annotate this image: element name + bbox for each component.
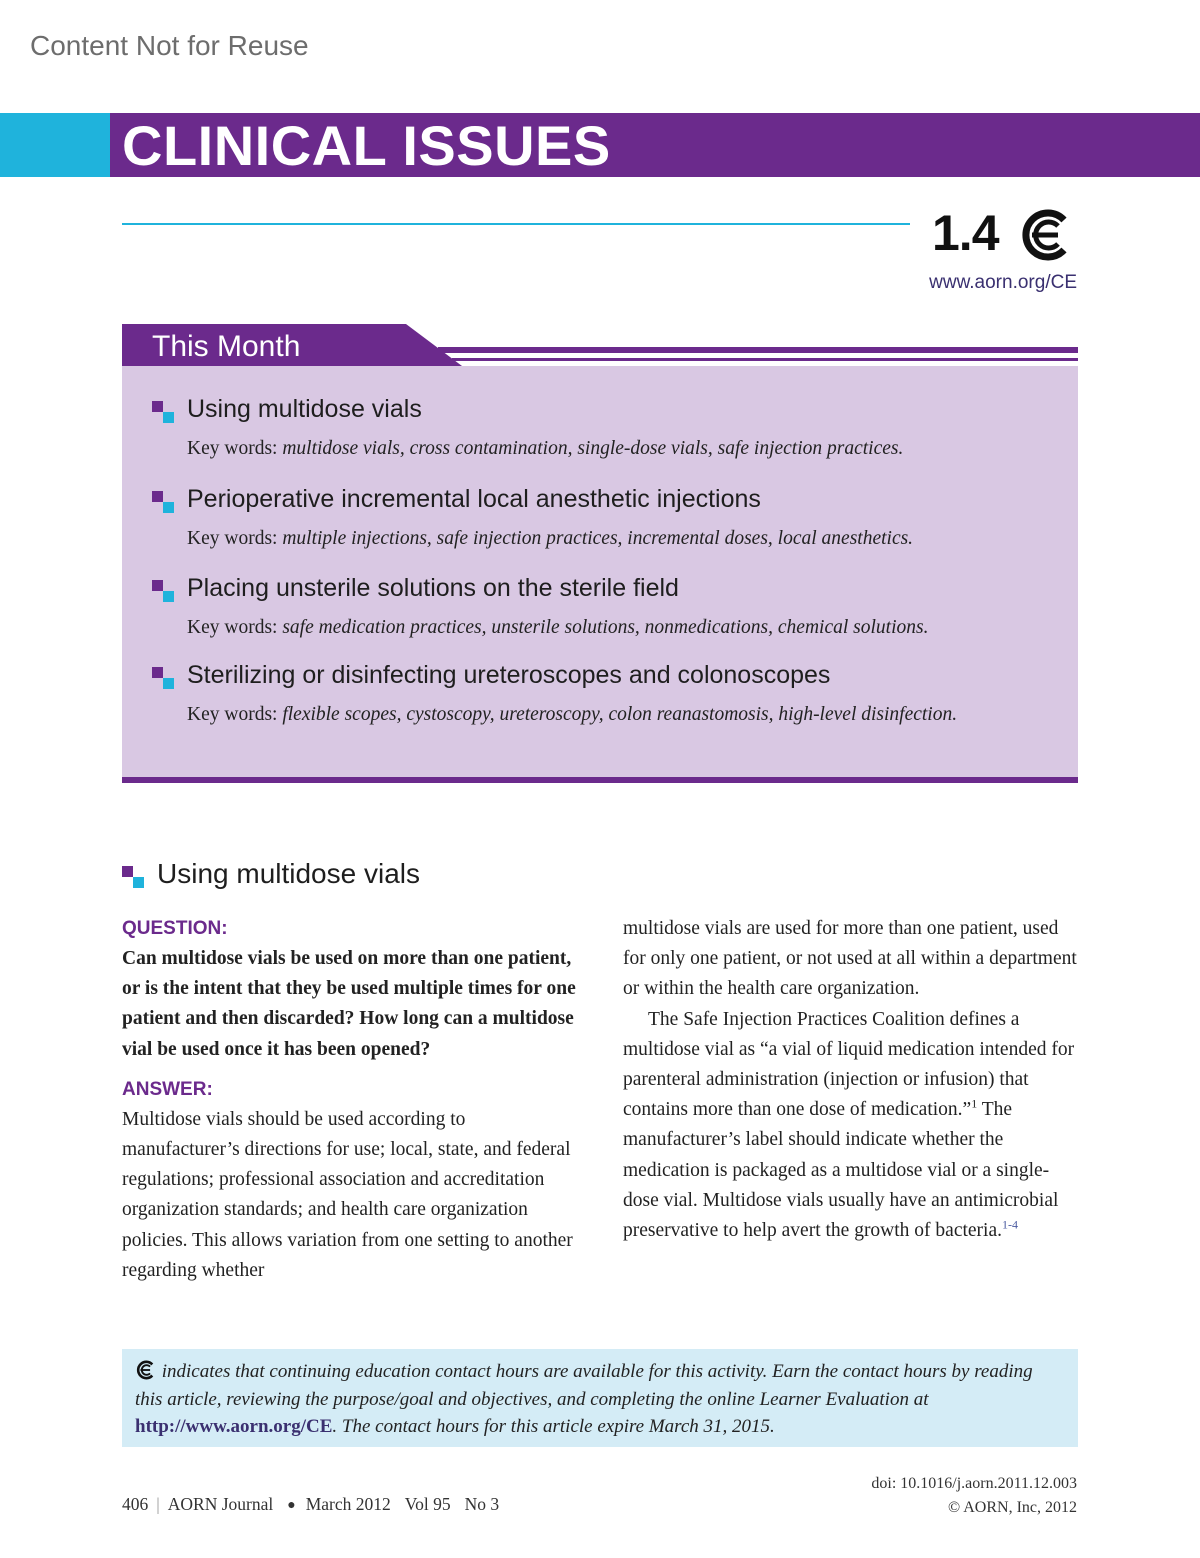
this-month-rule xyxy=(438,347,1078,353)
answer-label: ANSWER: xyxy=(122,1078,213,1100)
banner-accent xyxy=(0,113,110,177)
bullet-squares-icon xyxy=(152,491,174,513)
answer-text-continued: multidose vials are used for more than one patient, used for only one patient, or not used at all within a department or within the health care organization. xyxy=(623,918,1077,1000)
this-month-item-title: Placing unsterile solutions on the sterile field xyxy=(187,574,679,602)
ce-url[interactable]: www.aorn.org/CE xyxy=(929,272,1077,293)
this-month-item-keywords: Key words: safe medication practices, unsterile solutions, nonmedications, chemical solutions. xyxy=(187,617,929,638)
bullet-squares-icon xyxy=(152,667,174,689)
ce-divider xyxy=(122,223,910,225)
footer-citation: 406 | AORN Journal ● March 2012 Vol 95 No 3 xyxy=(122,1494,500,1514)
answer-paragraph-1-start xyxy=(122,1105,577,1281)
copyright: © AORN, Inc, 2012 xyxy=(947,1499,1077,1516)
bullet-squares-icon xyxy=(152,401,174,423)
this-month-rule-thin xyxy=(452,358,1078,361)
volume: Vol 95 xyxy=(404,1494,451,1514)
banner-title: CLINICAL ISSUES xyxy=(122,114,611,177)
ce-contact-hours-icon xyxy=(1018,208,1076,262)
this-month-item-keywords: Key words: multidose vials, cross contamination, single-dose vials, safe injection practices. xyxy=(187,438,904,459)
bullet-squares-icon xyxy=(152,580,174,602)
this-month-item-keywords: Key words: multiple injections, safe injection practices, incremental doses, local anesthetics. xyxy=(187,528,914,549)
ce-contact-hours-icon xyxy=(135,1360,157,1380)
article-column-left xyxy=(122,914,577,1281)
article-title: Using multidose vials xyxy=(157,858,420,889)
watermark: Content Not for Reuse xyxy=(30,30,309,61)
journal-name: AORN Journal xyxy=(167,1494,274,1514)
this-month-item-title: Perioperative incremental local anesthetic injections xyxy=(187,485,761,513)
answer-text: Multidose vials should be used according to manufacturer’s directions for use; local, state, and federal regulations; professional association and accreditation organization standards; and health care organization policies. This allows variation from one setting to another regarding whether xyxy=(122,1108,573,1281)
section-banner xyxy=(0,113,1200,177)
doi: doi: 10.1016/j.aorn.2011.12.003 xyxy=(871,1475,1077,1492)
this-month-item-title: Using multidose vials xyxy=(187,395,422,423)
answer-paragraph-2: The Safe Injection Practices Coalition defines a multidose vial as “a vial of liquid medication intended for parenteral administration (injection or infusion) that contains more than one dose of medication.”$^1$ The manufacturer’s label should indicate whether the medication is packaged as a multidose vial or a single-dose vial. Multidose vials usually have an antimicrobial preservative to help avert the growth of bacteria.$^{1-4}$ xyxy=(623,1008,1075,1242)
article-column-right xyxy=(623,914,1078,1246)
issue-date: March 2012 xyxy=(305,1494,391,1514)
question-label: QUESTION: xyxy=(122,918,228,939)
bullet-squares-icon xyxy=(122,866,144,888)
this-month-item-keywords: Key words: flexible scopes, cystoscopy, ureteroscopy, colon reanastomosis, high-level disinfection. xyxy=(187,704,958,725)
footer-doi xyxy=(871,1472,1077,1520)
issue-number: No 3 xyxy=(464,1494,500,1514)
ce-hours: 1.4 xyxy=(932,205,999,261)
this-month-item-title: Sterilizing or disinfecting ureteroscopes and colonoscopes xyxy=(187,661,831,689)
ce-link[interactable]: http://www.aorn.org/CE xyxy=(135,1416,333,1437)
ce-note: indicates that continuing education contact hours are available for this activity. Earn the contact hours by reading this article, reviewing the purpose/goal and objectives, and completing the online Learner Evaluation at http://www.aorn.org/CE. The contact hours for this article expire March 31, 2015. xyxy=(122,1349,1078,1447)
question-text: Can multidose vials be used on more than one patient, or is the intent that they be used multiple times for one patient and then discarded? How long can a multidose vial be used once it has been opened? xyxy=(122,948,576,1060)
this-month-label: This Month xyxy=(152,330,301,363)
page-number: 406 xyxy=(122,1494,149,1514)
